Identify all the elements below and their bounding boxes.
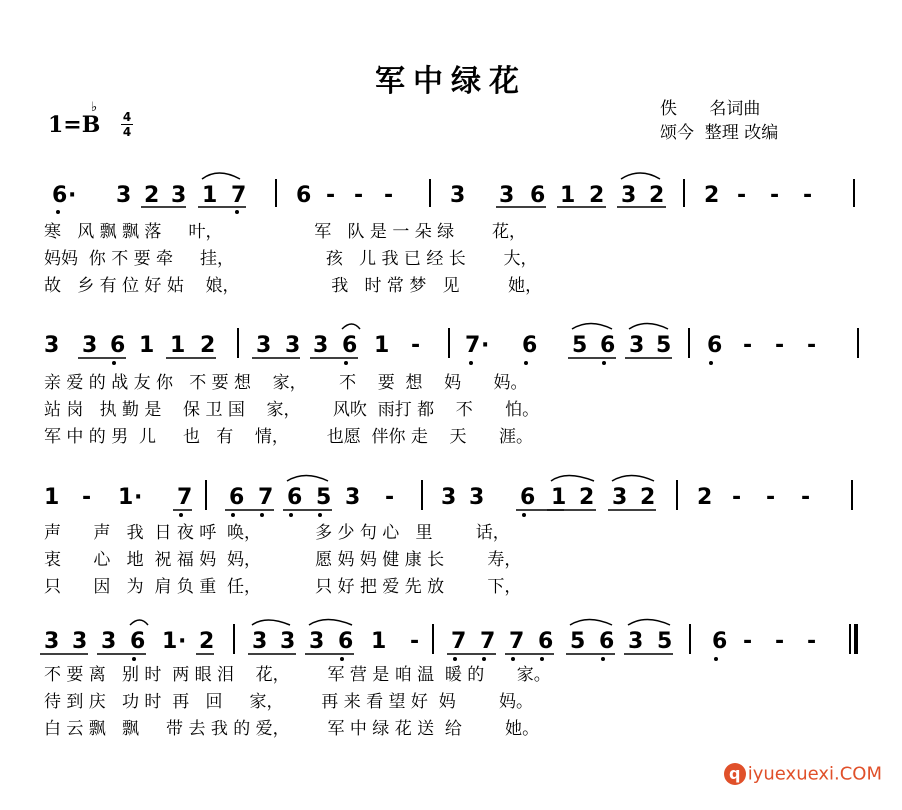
lyric-line: 站 岗 执 勤 是 保 卫 国 家， 风吹 雨打 都 不 怕。: [44, 400, 540, 420]
svg-text:-: -: [411, 333, 421, 358]
svg-text:1: 1: [371, 629, 387, 654]
svg-text:5: 5: [656, 333, 672, 358]
lyric-line: 只 因 为 肩 负 重 任， 只 好 把 爱 先 放 下，: [44, 577, 522, 597]
note: 2: [649, 183, 665, 208]
svg-text:6: 6: [229, 485, 245, 510]
svg-text:6: 6: [599, 629, 615, 654]
svg-text:2: 2: [640, 485, 656, 510]
meter-bottom: 4: [122, 125, 132, 139]
svg-text:·: ·: [178, 629, 187, 654]
svg-text:7: 7: [465, 333, 481, 358]
svg-text:6: 6: [338, 629, 354, 654]
svg-text:6: 6: [712, 629, 728, 654]
svg-text:3: 3: [628, 629, 644, 654]
credit-arranger: 颂今 整理 改编: [660, 123, 779, 143]
svg-text:-: -: [766, 485, 776, 510]
lyric-line: 白 云 飘 飘 带 去 我 的 爱， 军 中 绿 花 送 给 她。: [44, 719, 540, 739]
svg-text:5: 5: [316, 485, 332, 510]
score-system-4: [0, 614, 902, 764]
time-signature: [120, 110, 134, 139]
svg-text:3: 3: [309, 629, 325, 654]
note: -: [803, 183, 813, 208]
score-system-3: [0, 470, 902, 620]
note: 6: [530, 183, 546, 208]
svg-text:-: -: [732, 485, 742, 510]
note: 2: [704, 183, 720, 208]
note: 7: [231, 183, 247, 208]
score-system-2: [0, 318, 902, 468]
note: 3: [116, 183, 132, 208]
svg-text:-: -: [743, 629, 753, 654]
svg-text:2: 2: [200, 333, 216, 358]
svg-text:5: 5: [657, 629, 673, 654]
svg-text:3: 3: [101, 629, 117, 654]
svg-text:1: 1: [139, 333, 155, 358]
svg-text:6: 6: [522, 333, 538, 358]
watermark-text: iyuexuexi.COM: [747, 763, 882, 785]
lyric-line: 故 乡 有 位 好 姑 娘， 我 时 常 梦 见 她，: [44, 276, 543, 296]
svg-text:·: ·: [481, 333, 490, 358]
svg-text:-: -: [743, 333, 753, 358]
key-tonic: B: [81, 112, 101, 138]
svg-text:3: 3: [72, 629, 88, 654]
svg-text:-: -: [82, 485, 92, 510]
svg-text:6: 6: [600, 333, 616, 358]
note: 6: [52, 183, 68, 208]
lyric-line: 亲 爱 的 战 友 你 不 要 想 家， 不 要 想 妈 妈。: [44, 373, 528, 393]
svg-text:7: 7: [258, 485, 274, 510]
svg-text:1: 1: [44, 485, 60, 510]
svg-text:1: 1: [374, 333, 390, 358]
note: -: [737, 183, 747, 208]
svg-text:-: -: [775, 629, 785, 654]
svg-text:-: -: [775, 333, 785, 358]
svg-text:6: 6: [538, 629, 554, 654]
svg-text:3: 3: [629, 333, 645, 358]
svg-text:3: 3: [469, 485, 485, 510]
svg-text:2: 2: [697, 485, 713, 510]
svg-text:6: 6: [707, 333, 723, 358]
svg-text:3: 3: [345, 485, 361, 510]
key-label: 1=: [48, 112, 82, 138]
note: 3: [171, 183, 187, 208]
note: 2: [589, 183, 605, 208]
lyric-line: 衷 心 地 祝 福 妈 妈， 愿 妈 妈 健 康 长 寿，: [44, 550, 522, 570]
note: -: [384, 183, 394, 208]
svg-text:7: 7: [177, 485, 193, 510]
svg-text:3: 3: [44, 629, 60, 654]
svg-text:1: 1: [551, 485, 567, 510]
notation-row-1: [0, 165, 902, 225]
svg-text:1: 1: [170, 333, 186, 358]
note: 1: [560, 183, 576, 208]
song-title: 军中绿花: [375, 64, 527, 99]
note: -: [326, 183, 336, 208]
note: -: [354, 183, 364, 208]
lyric-line: 声 声 我 日 夜 呼 唤， 多 少 句 心 里 话，: [44, 523, 510, 543]
svg-text:7: 7: [480, 629, 496, 654]
svg-text:3: 3: [280, 629, 296, 654]
svg-text:2: 2: [579, 485, 595, 510]
svg-text:3: 3: [441, 485, 457, 510]
svg-text:3: 3: [256, 333, 272, 358]
note: 6: [296, 183, 312, 208]
svg-text:6: 6: [110, 333, 126, 358]
watermark-logo-icon: q: [724, 763, 746, 785]
meter-top: 4: [122, 110, 132, 124]
svg-text:7: 7: [451, 629, 467, 654]
lyric-line: 寒 风 飘 飘 落 叶， 军 队 是 一 朵 绿 花，: [44, 222, 526, 242]
note: 2: [144, 183, 160, 208]
lyric-line: 待 到 庆 功 时 再 回 家， 再 来 看 望 好 妈 妈。: [44, 692, 533, 712]
svg-text:-: -: [385, 485, 395, 510]
svg-text:5: 5: [572, 333, 588, 358]
svg-text:6: 6: [287, 485, 303, 510]
note: 3: [621, 183, 637, 208]
svg-text:6: 6: [130, 629, 146, 654]
svg-text:7: 7: [509, 629, 525, 654]
svg-text:-: -: [807, 629, 817, 654]
credit-composer: 佚 名词曲: [660, 99, 761, 119]
site-watermark: [724, 763, 882, 785]
key-signature: [48, 100, 101, 138]
lyric-line: 军 中 的 男 儿 也 有 情， 也愿 伴你 走 天 涯。: [44, 427, 533, 447]
svg-text:3: 3: [82, 333, 98, 358]
svg-text:3: 3: [612, 485, 628, 510]
note: 3: [450, 183, 466, 208]
svg-text:2: 2: [199, 629, 215, 654]
svg-text:3: 3: [285, 333, 301, 358]
note: 1: [202, 183, 218, 208]
lyric-line: 不 要 离 别 时 两 眼 泪 花， 军 营 是 咱 温 暖 的 家。: [44, 665, 551, 685]
svg-text:3: 3: [313, 333, 329, 358]
note: -: [770, 183, 780, 208]
flat-sign: ♭: [91, 100, 98, 115]
note: 3: [499, 183, 515, 208]
svg-text:1: 1: [118, 485, 134, 510]
svg-text:1: 1: [162, 629, 178, 654]
svg-text:-: -: [801, 485, 811, 510]
svg-text:-: -: [410, 629, 420, 654]
svg-text:5: 5: [570, 629, 586, 654]
svg-text:3: 3: [252, 629, 268, 654]
svg-text:-: -: [807, 333, 817, 358]
score-system-1: [0, 165, 902, 315]
svg-text:3: 3: [44, 333, 60, 358]
svg-text:6: 6: [520, 485, 536, 510]
svg-text:·: ·: [134, 485, 143, 510]
lyric-line: 妈妈 你 不 要 牵 挂， 孩 儿 我 已 经 长 大，: [44, 249, 538, 269]
note-dot: ·: [68, 183, 77, 208]
svg-text:6: 6: [342, 333, 358, 358]
